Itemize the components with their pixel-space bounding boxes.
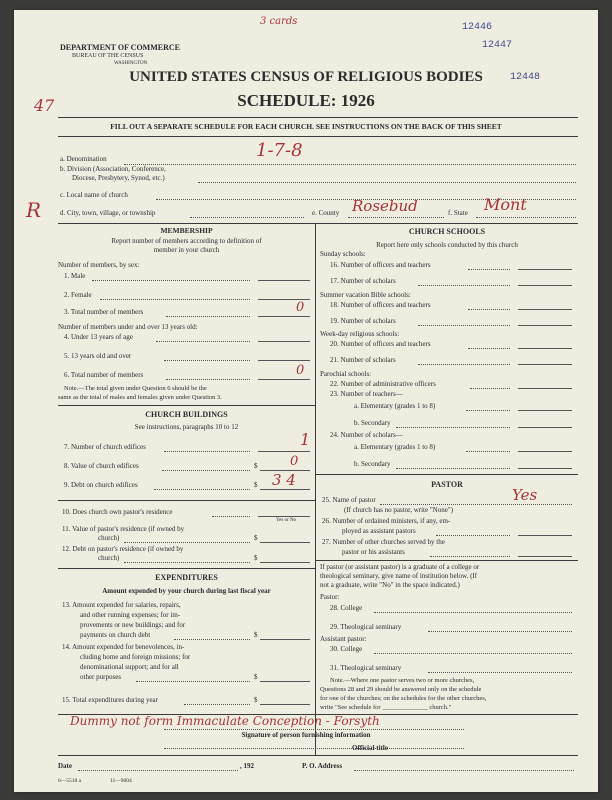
membership-intro-1: Report number of members according to definition of xyxy=(111,237,262,245)
q7-edifices-value: 1 xyxy=(300,430,311,449)
serial-stamp-1: 12446 xyxy=(462,22,493,33)
q12-dollar: $ xyxy=(254,554,258,562)
q3-total-value: 0 xyxy=(296,300,305,315)
state-label: f. State xyxy=(448,209,468,217)
q21-label: 21. Number of scholars xyxy=(330,356,396,364)
q30-label: 30. College xyxy=(330,645,363,653)
q22-label: 22. Number of administrative officers xyxy=(330,380,436,388)
q1-male-label: 1. Male xyxy=(64,272,86,280)
q7-edifices-label: 7. Number of church edifices xyxy=(64,443,146,451)
schools-title: CHURCH SCHOOLS xyxy=(408,227,486,236)
date-label: Date xyxy=(58,762,72,770)
q18-label: 18. Number of officers and teachers xyxy=(330,301,431,309)
q24-label: 24. Number of scholars— xyxy=(330,431,403,439)
local-name-label: c. Local name of church xyxy=(60,191,128,199)
q23-label: 23. Number of teachers— xyxy=(330,390,403,398)
number-47-note: 47 xyxy=(34,96,55,115)
schedule-title: SCHEDULE: 1926 xyxy=(237,91,375,110)
division-label: b. Division (Association, Conference, xyxy=(60,165,166,173)
expenditures-title: EXPENDITURES xyxy=(155,573,218,582)
q13-line-2: and other running expenses; for im- xyxy=(80,611,181,619)
q14-line-1: 14. Amount expended for benevolences, in- xyxy=(62,643,185,651)
instruction-banner: FILL OUT A SEPARATE SCHEDULE FOR EACH CHURCH. SEE INSTRUCTIONS ON THE BACK OF THIS SHEET xyxy=(110,122,502,131)
q6-total-label: 6. Total number of members xyxy=(64,371,144,379)
q4-under13-label: 4. Under 13 years of age xyxy=(64,333,133,341)
q13-line-4: payments on church debt xyxy=(80,631,151,639)
q19-label: 19. Number of scholars xyxy=(330,317,396,325)
q12-label-1: 12. Debt on pastor's residence (if owned by xyxy=(62,545,184,553)
q13-line-1: 13. Amount expended for salaries, repairs, xyxy=(62,601,181,609)
q9-debt-label: 9. Debt on church edifices xyxy=(64,481,138,489)
q23a-label: a. Elementary (grades 1 to 8) xyxy=(354,402,436,410)
buildings-intro: See instructions, paragraphs 10 to 12 xyxy=(134,423,239,431)
q27-label-1: 27. Number of other churches served by the xyxy=(322,538,445,546)
signature-value: Dummy not form Immaculate Conception - Forsyth xyxy=(70,714,380,728)
assistant-sub-label: Assistant pastor: xyxy=(320,635,367,643)
q15-label: 15. Total expenditures during year xyxy=(62,696,158,704)
pastor-title: PASTOR xyxy=(431,480,463,489)
q14-dollar: $ xyxy=(254,673,258,681)
county-label: e. County xyxy=(312,209,340,217)
q26-label-1: 26. Number of ordained ministers, if any, em- xyxy=(322,517,451,525)
city-label: WASHINGTON xyxy=(114,61,148,66)
age-intro-label: Number of members under and over 13 years old: xyxy=(58,323,198,331)
q17-label: 17. Number of scholars xyxy=(330,277,396,285)
expenditures-intro: Amount expended by your church during last fiscal year xyxy=(102,587,271,595)
q31-label: 31. Theological seminary xyxy=(330,664,402,672)
q9-debt-value: 3 4 xyxy=(272,471,296,489)
q14-line-4: other purposes xyxy=(80,673,122,681)
q5-13over-label: 5. 13 years old and over xyxy=(64,352,132,360)
q10-residence-label: 10. Does church own pastor's residence xyxy=(62,508,173,516)
sunday-schools-label: Sunday schools: xyxy=(320,250,366,258)
form-number: 6—5518 a xyxy=(58,778,82,784)
membership-title: MEMBERSHIP xyxy=(160,226,213,235)
q8-value: 0 xyxy=(290,454,299,469)
q25-note: (If church has no pastor, write "None") xyxy=(344,506,454,514)
q8-dollar: $ xyxy=(254,462,258,470)
pastor-note-4: write "See schedule for ______________ church." xyxy=(320,704,452,711)
members-by-sex-label: Number of members, by sex: xyxy=(58,261,140,269)
q11-label-1: 11. Value of pastor's residence (if owned by xyxy=(62,525,185,533)
graduate-note-1: If pastor (or assistant pastor) is a graduate of a college or xyxy=(320,563,480,571)
official-title-label: Official title xyxy=(352,744,388,752)
q2-female-label: 2. Female xyxy=(64,291,92,299)
schools-intro: Report here only schools conducted by this church xyxy=(376,241,518,249)
q14-line-2: cluding home and foreign missions; for xyxy=(80,653,191,661)
q9-dollar: $ xyxy=(254,481,258,489)
pastor-note-2: Questions 28 and 29 should be answered only on the schedule xyxy=(320,686,482,693)
census-schedule-sheet xyxy=(14,10,598,792)
summer-schools-label: Summer vacation Bible schools: xyxy=(320,291,411,299)
r-mark-note: R xyxy=(26,198,42,222)
q11-dollar: $ xyxy=(254,534,258,542)
county-value: Rosebud xyxy=(352,197,418,215)
q20-label: 20. Number of officers and teachers xyxy=(330,340,431,348)
pastor-sub-label: Pastor: xyxy=(320,593,340,601)
print-number: 11—9004 xyxy=(110,778,132,784)
q12-label-2: church) xyxy=(98,554,120,562)
serial-stamp-2: 12447 xyxy=(482,40,513,51)
graduate-note-2: theological seminary, give name of institution below. (If xyxy=(320,572,478,580)
q13-dollar: $ xyxy=(254,631,258,639)
q3-total-label: 3. Total number of members xyxy=(64,308,144,316)
q23b-label: b. Secondary xyxy=(354,419,391,427)
city-town-label: d. City, town, village, or township xyxy=(60,209,156,217)
q11-label-2: church) xyxy=(98,534,120,542)
q15-dollar: $ xyxy=(254,696,258,704)
department-label: DEPARTMENT OF COMMERCE xyxy=(60,43,181,52)
year-label: , 192 xyxy=(240,762,254,770)
q13-line-3: provements or new buildings; and for xyxy=(80,621,186,629)
form-title: UNITED STATES CENSUS OF RELIGIOUS BODIES xyxy=(129,69,483,85)
denomination-value: 1-7-8 xyxy=(256,140,303,161)
q26-label-2: ployed as assistant pastors xyxy=(342,527,416,535)
membership-note-1: Note.—The total given under Question 6 should be the xyxy=(64,385,207,392)
division-label-2: Diocese, Presbytery, Synod, etc.) xyxy=(72,174,165,182)
denomination-label: a. Denomination xyxy=(60,155,107,163)
cards-note: 3 cards xyxy=(260,16,298,27)
q24a-label: a. Elementary (grades 1 to 8) xyxy=(354,443,436,451)
q24b-label: b. Secondary xyxy=(354,460,391,468)
signature-label: Signature of person furnishing information xyxy=(241,731,371,739)
parochial-schools-label: Parochial schools: xyxy=(320,370,372,378)
bureau-label: BUREAU OF THE CENSUS xyxy=(72,53,144,59)
q28-label: 28. College xyxy=(330,604,363,612)
serial-stamp-3: 12448 xyxy=(510,72,541,83)
q16-label: 16. Number of officers and teachers xyxy=(330,261,431,269)
graduate-note-3: not a graduate, write "No" in the space indicated.) xyxy=(320,581,460,589)
q8-value-label: 8. Value of church edifices xyxy=(64,462,139,470)
buildings-title: CHURCH BUILDINGS xyxy=(145,410,228,419)
q25-value: Yes xyxy=(512,486,538,504)
pastor-note-1: Note.—Where one pastor serves two or more churches, xyxy=(330,677,475,684)
q6-total-value: 0 xyxy=(296,363,305,378)
po-address-label: P. O. Address xyxy=(302,762,343,770)
q14-line-3: denominational support; and for all xyxy=(80,663,179,671)
yes-no-label: Yes or No xyxy=(276,518,297,523)
weekday-schools-label: Week-day religious schools: xyxy=(320,330,400,338)
membership-intro-2: member in your church xyxy=(153,246,220,254)
pastor-note-3: for one of the churches; on the schedules for the other churches, xyxy=(320,695,487,702)
q25-label: 25. Name of pastor xyxy=(322,496,376,504)
q29-label: 29. Theological seminary xyxy=(330,623,402,631)
membership-note-2: same as the total of males and females given under Question 3. xyxy=(58,394,222,401)
q27-label-2: pastor or his assistants xyxy=(342,548,405,556)
state-value: Mont xyxy=(484,195,527,214)
